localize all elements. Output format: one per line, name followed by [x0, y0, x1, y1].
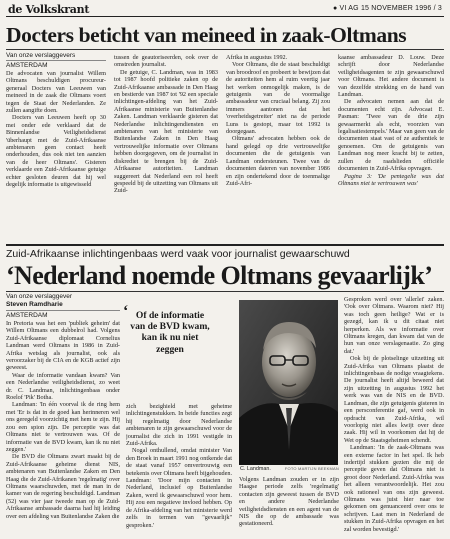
- caption-text: C. Landman.: [240, 466, 271, 472]
- byline-rule: [6, 310, 120, 311]
- article2-place: AMSTERDAM: [6, 312, 48, 319]
- paragraph: Landman: 'In de zaak-Oltmans was een externe factor in het spel. Ik heb indertijd stukken gezien die mij de perceptie geven dat Oltmans niet is groot door Nederland. Zuid-Afrika was het alleen verantwoordelijk. Het zou ook rationeel van ons zijn geweest. Oltmans was juist hier naar toe gekomen om genuanceerd over ons te schrijven. Laat men in Nederland de stukken in Zuid-Afrika opvragen en het zal worden bevestigd.': [344, 444, 444, 533]
- paragraph: De advocaten nemen aan dat de documenten echt zijn. Advocaat E. Pasman: 'Twee van de drie zijn gewaarmerkt als echt, voorzien van legalisatiestempels.' Maar van geen van de documenten staat vast of ze authentiek te genoemen. Om de getuigenis van Landman nog meer kracht bij te zetten, zullen de raadslieden officiële documenten in Zuid-Afrika opvragen.: [338, 98, 444, 173]
- paragraph: Waar de informatie vandaan kwam? Van een Nederlandse veiligheidsdienst, zo weet dr. C. Landman, inlichtingenbaas onder Roelof 'Pik' Botha.: [6, 371, 120, 402]
- paragraph: Volgens Landman zouden er in zijn Haagse periode zelfs 'regelmatig' contacten zijn geweest tussen de BVD en andere Nederlandse veiligheidsdiensten en een agent van de NIS die op de ambassade was gestationeerd.: [239, 476, 339, 528]
- article1-headline: Docters beticht van meineed in zaak-Oltmans: [6, 23, 407, 47]
- article2-headline: ‘Nederland noemde Oltmans gevaarlijk’: [6, 261, 433, 290]
- article1-byline: [6, 52, 106, 70]
- paragraph: Afrika in augustus 1992.: [226, 54, 288, 61]
- paragraph: De getuige, C. Landman, was in 1983 tot 1987 hoofd politieke zaken op de Zuid-Afrikaanse ambassade in Den Haag en bestierde van 1987 tot '92 een speciale inlichtingen-afdeling van het Zuid-Afrikaanse ministerie van Buitenlandse Zaken. Landman verklaarde gisteren dat Nederlandse inlichtingendiensten en ambtenaren van het ministerie van Buitenlandse Zaken in Den Haag vertrouwelijke informatie over Oltmans hebben doorgegeven, om de journalist in diskrediet te brengen bij de Zuid-Afrikaanse autoriteiten. Landman suggereert dat Nederland een rol heeft gespeeld bij de uitzetting van Oltmans uit Zuid-: [114, 68, 218, 195]
- paragraph: tussen de geautoriseerden, ook over de omstreden journalist.: [114, 54, 218, 69]
- author-name: Steven Ramdharie: [6, 301, 63, 308]
- paragraph: Docters van Leeuwen heeft op 30 mei onder ede verklaard dat de Binnenlandse Veiligheidsdienst 'überhaupt met de Zuid-Afrikaanse ambtenaren geen contact heeft onderhouden, dus ook niet ten aanzien van de heer Oltmans'. Gisteren verklaarde een Zuid-Afrikaanse getuige echter gesloten deuren dat hij wel degelijk informatie is uitgewisseld: [6, 114, 106, 189]
- paragraph: Voor Oltmans, die de staat beschuldigt van broodroof en probeert te bewijzen dat de autoriteiten hem al ruim veertig jaar het werken onmogelijk maken, is de getuigenis van de voormalige ambassadeur van cruciaal belang. Zij zou immers aantonen dat het 'overheidsgetreiter' niet na de periode Luns is gestopt, maar tot 1992 is doorgegaan.: [226, 61, 330, 136]
- portrait-image: [239, 300, 338, 465]
- article2-column-2: [126, 403, 232, 539]
- photo-credit: FOTO MARTIJN BEEKMAN: [284, 466, 339, 471]
- page-dateline: ● VI AG 15 NOVEMBER 1996 / 3: [332, 5, 442, 12]
- paragraph: In Pretoria was het een 'publiek geheim' dat Willem Oltmans een dubbelrol had. Volgens Zuid-Afrikaanse diplomaat Cornelius Landman werd Oltmans in 1986 in Zuid-Afrika wetslag als journalist, ook als veroorzaker bij de CIA en de KGB actief zijn geweest.: [6, 320, 120, 372]
- paragraph: zich bezighield met geheime inlichtingenstukken. In beide functies zegt hij regelmatig door Nederlandse ambtenaren te zijn gewaarschuwd voor de journalist die zich in 1991 vestigde in Zuid-Afrika.: [126, 403, 232, 448]
- portrait-photo: [239, 300, 338, 465]
- article2-column-3: [239, 476, 339, 539]
- article1-column-3: [226, 54, 330, 240]
- see-also-reference: Pagina 3: 'De pentegelie was dat Oltmans niet te vertrouwen was': [338, 172, 444, 187]
- divider: [6, 291, 444, 292]
- pull-quote: [123, 303, 212, 394]
- byline-rule: [6, 60, 106, 61]
- photo-caption: [240, 466, 339, 472]
- paragraph: De advocaten van journalist Willem Oltmans beschuldigen procureur-generaal Docters van Leeuwen van meineed in de zaak die Oltmans voert tegen de Staat der Nederlanden. Ze zullen aangifte doen.: [6, 70, 106, 115]
- byline-label: Van onze verslaggever: [6, 293, 73, 300]
- newspaper-logo: de Volkskrant: [8, 3, 90, 16]
- quote-mark-icon: ‘: [123, 303, 129, 320]
- masthead: [6, 3, 444, 17]
- paragraph: Ook bij de plotselinge uitzetting uit Zuid-Afrika van Oltmans plaatst de inlichtingenbaas de nodige vraagtekens. De journalist heeft altijd beweerd dat zijn uitzetting in augustus 1992 het werk was van de NIS en de BVD. Landman, die zijn getuigenis gisteren in een persconferentie gaf, werd ook in opdracht van Zuid-Afrika, wil voorlopig niet alles kwijt over deze zaak. Hij wil in voorkomen dat hij de Wet op de Staatsgeheimen schendt.: [344, 355, 444, 444]
- paragraph: Oltmans' advocaten hebben ook de hand gelegd op drie vertrouwelijke documenten die de getuigenis van Landman ondersteunen. Twee van de documenten dateren van november 1986 en zijn ondertekend door de toenmalige Zuid-Afri-: [226, 135, 330, 187]
- article2-column-4: [344, 296, 444, 539]
- paragraph: kaanse ambassadeur D. Louw. Deze schrijft door Nederlandse veiligheidsagenten te zijn gewaarschuwd voor Oltmans. Het andere document is van dezelfde strekking en de hand van Landman.: [338, 54, 444, 99]
- paragraph: Landman: 'In één voorval ik de ring hem met 'Er is dat in de goed kan herinneren wel ons geregeld voorzichtig met hem te zijn. Hij zou een spion zijn. De perceptie was dat Oltmans niet te vertrouwen was. Of de informatie van de BVD kwam, kan ik nu niet zeggen.': [6, 401, 120, 453]
- paragraph: Nogal onthullend, omdat minister Van den Broek in maart 1991 nog ontkende dat de staat vanaf 1957 omvertrouwig een betekenis over Oltmans heeft bijgehouden. Landman: 'Door mijn contacten in Nederland, inclusief op Buitenlandse Zaken, werd ik gewaarschuwd voor hem. Hij zou een negatieve invloed hebben. Op de Afrika-afdeling van het ministerie werd zelfs in termen van "gevaarlijk" gesproken.': [126, 447, 232, 529]
- pull-quote-text: Of de informatie van de BVD kwam, kan ik nu niet zeggen: [130, 310, 210, 355]
- section-divider: [6, 244, 444, 246]
- paragraph: De BVD die Oltmans zwart maakt bij de Zuid-Afrikaanse geheime dienst NIS, ambtenaren van Buitenlandse Zaken en Den Haag die de Zuid-Afrikanen 'regelmatig' over Oltmans waarschuwden, met de man in de kamer van de regering beschuldigd. Landman (52) was vier jaar tweede man op de Zuid-Afrikaanse ambassade daarna had hij leiding over een afdeling van Buitenlandse Zaken die: [6, 453, 120, 520]
- article2-column-1: [6, 320, 120, 539]
- article1-column-2: [114, 54, 218, 240]
- article1-column-4: [338, 54, 444, 240]
- divider: [6, 49, 444, 50]
- paragraph: Gesproken werd over 'allerlei' zaken. 'Ook over Oltmans. Waarom niet? Hij was toch geen heilige? Wat er is gezegd, kan ik u dit citaat niet herperken. Als we informatie over Oltmans kregen, dan kwam dat van de hun van onze verslagenaatie. Zo ging dat.': [344, 296, 444, 355]
- byline-label: Van onze verslaggevers: [6, 52, 76, 59]
- article2-kicker: Zuid-Afrikaanse inlichtingenbaas werd vaak voor journalist gewaarschuwd: [6, 248, 350, 260]
- article2-byline: [6, 293, 120, 320]
- article1-place: AMSTERDAM: [6, 62, 48, 69]
- article1-column-1: [6, 70, 106, 240]
